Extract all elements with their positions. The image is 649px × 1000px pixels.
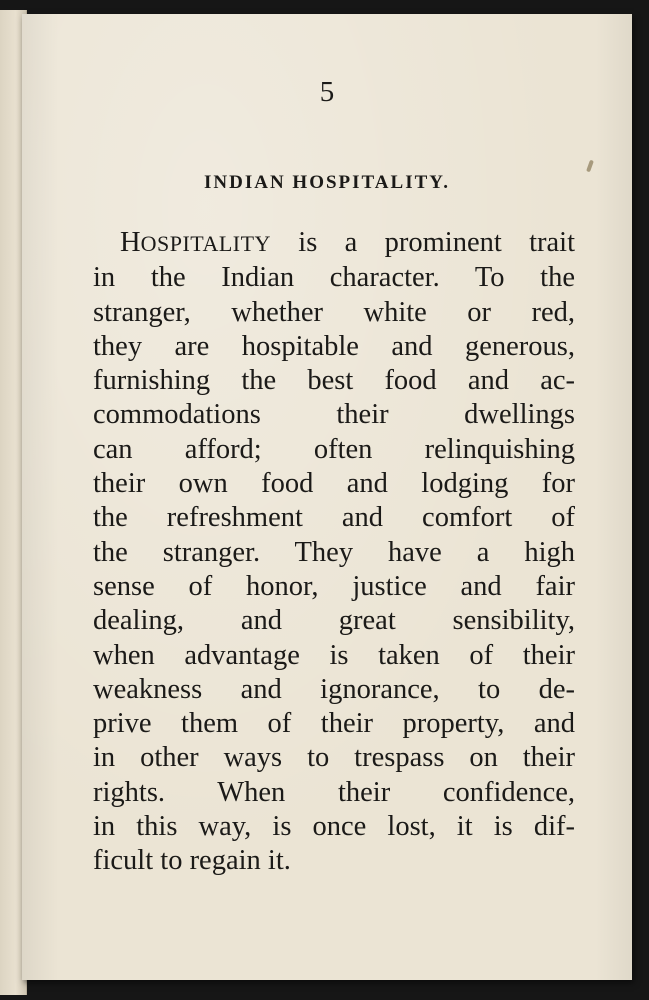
paragraph-line: weakness and ignorance, to de- <box>93 673 575 705</box>
page-number: 5 <box>319 76 335 108</box>
paragraph-line: prive them of their property, and <box>93 708 575 740</box>
book-page <box>22 14 632 980</box>
paragraph-line: commodations their dwellings <box>93 399 575 431</box>
first-line-text: is a prominent trait <box>270 227 575 258</box>
paragraph-line: ficult to regain it. <box>93 845 291 877</box>
body-paragraph <box>93 226 575 879</box>
paragraph-line: in other ways to trespass on their <box>93 742 575 774</box>
paragraph-line: furnishing the best food and ac- <box>93 365 575 397</box>
paragraph-line <box>93 226 575 261</box>
lead-word-initial: H <box>120 227 141 258</box>
paragraph-line: their own food and lodging for <box>93 468 575 500</box>
paragraph-line: rights. When their confidence, <box>93 776 575 808</box>
chapter-heading: INDIAN HOSPITALITY. <box>204 172 450 193</box>
paragraph-line: stranger, whether white or red, <box>93 296 575 328</box>
paragraph-line: can afford; often relinquishing <box>93 433 575 465</box>
paragraph-line: sense of honor, justice and fair <box>93 570 575 602</box>
paragraph-line: when advantage is taken of their <box>93 639 575 671</box>
lead-word-small-caps: OSPITALITY <box>140 231 271 256</box>
paragraph-line: they are hospitable and generous, <box>93 330 575 362</box>
paragraph-line: the stranger. They have a high <box>93 536 575 568</box>
paragraph-line: in the Indian character. To the <box>93 262 575 294</box>
paragraph-line: the refreshment and comfort of <box>93 502 575 534</box>
paragraph-line: in this way, is once lost, it is dif- <box>93 811 575 843</box>
paragraph-line: dealing, and great sensibility, <box>93 605 575 637</box>
